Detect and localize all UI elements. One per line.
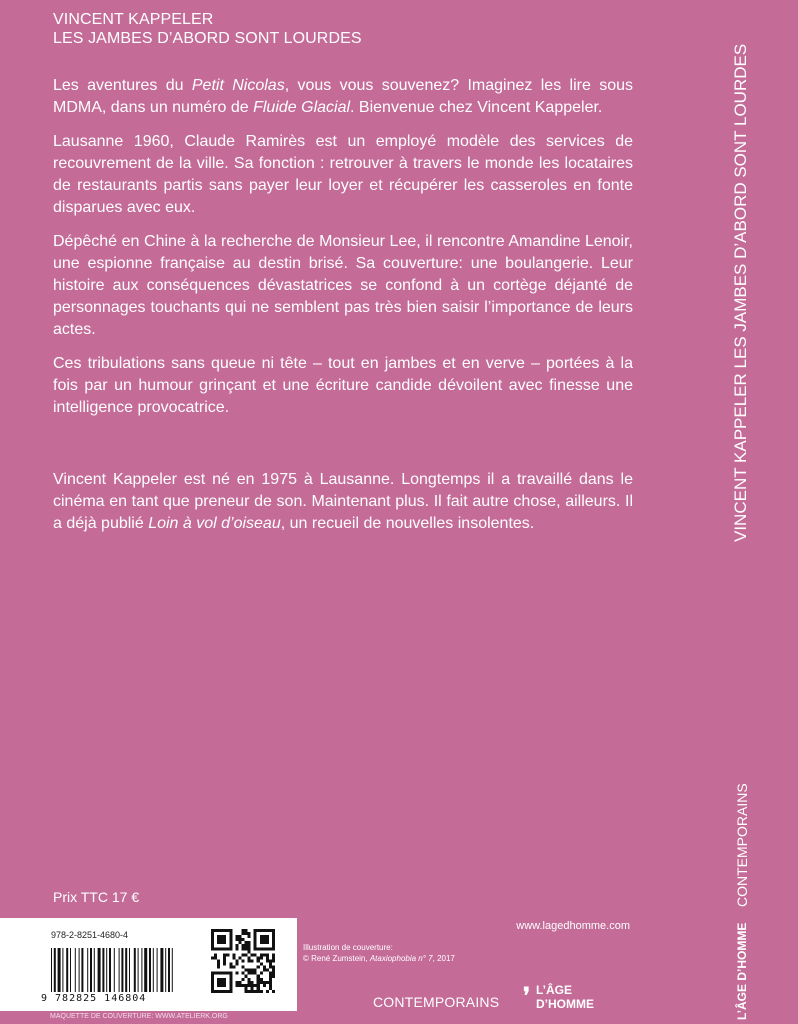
spine-title: VINCENT KAPPELER LES JAMBES D’ABORD SONT LOURDES (731, 43, 750, 542)
publisher-logo-mark: ❜ (523, 983, 531, 1008)
book-title: LES JAMBES D’ABORD SONT LOURDES (53, 30, 362, 47)
illustration-credit-label: Illustration de couverture: (303, 943, 393, 952)
spine-publisher-logo (735, 923, 749, 1020)
spine-logo-line-2: D’HOMME (735, 922, 749, 981)
price: Prix TTC 17 € (53, 889, 140, 905)
illustration-credits (303, 942, 455, 964)
publisher-logo (523, 983, 633, 1019)
author-name: VINCENT KAPPELER (53, 11, 214, 28)
publisher-website: www.lagedhomme.com (516, 920, 630, 932)
qr-code-image (211, 929, 275, 993)
publisher-logo-text (536, 983, 594, 1011)
blurb (53, 75, 633, 547)
author-bio: Vincent Kappeler est né en 1975 à Lausanne. Longtemps il a travaillé dans le cinéma en tant que preneur de son. Maintenant plus. Il fait autre chose, ailleurs. Il a déjà publié Loin à vol d’oiseau, un recueil de nouvelles insolentes. (53, 471, 633, 532)
publisher-logo-line-1: L’ÂGE (536, 983, 573, 997)
blurb-paragraph-3: Dépêché en Chine à la recherche de Monsieur Lee, il rencontre Amandine Lenoir, une espionne française au destin brisé. Sa couverture: une boulangerie. Leur histoire aux conséquences dévastatrices se confond à un cortège déjanté de personnages touchants qui ne semblent pas très bien saisir l’importance de leurs actes. (53, 233, 633, 338)
barcode-digits: 9 782825 146804 (41, 993, 147, 1004)
isbn: 978-2-8251-4680-4 (51, 930, 129, 940)
blurb-paragraph-1: Les aventures du Petit Nicolas, vous vous souvenez? Imaginez les lire sous MDMA, dans un numéro de Fluide Glacial. Bienvenue chez Vincent Kappeler. (53, 77, 634, 116)
header (53, 10, 653, 48)
publisher-logo-line-2: D’HOMME (536, 997, 594, 1011)
blurb-paragraph-4: Ces tribulations sans queue ni tête – tout en jambes et en verve – portées à la fois par un humour grinçant et une écriture candide dévoilent avec finesse une intelligence provocatrice. (53, 355, 633, 416)
spine-series: CONTEMPORAINS (734, 783, 750, 907)
series-name: CONTEMPORAINS (373, 994, 500, 1010)
spine-logo-line-1: L’ÂGE (735, 983, 749, 1020)
barcode-image (51, 948, 195, 992)
illustration-credit-source: © René Zumstein, Ataxiophobia n° 7, 2017 (303, 954, 455, 963)
cover-design-credit: MAQUETTE DE COUVERTURE: WWW.ATELIERK.ORG (50, 1013, 228, 1020)
blurb-paragraph-2: Lausanne 1960, Claude Ramirès est un employé modèle des services de recouvrement de la ville. Sa fonction : retrouver à travers le monde les locataires de restaurants partis sans payer leur loyer et récupérer les casseroles en fonte disparues avec eux. (53, 133, 633, 216)
